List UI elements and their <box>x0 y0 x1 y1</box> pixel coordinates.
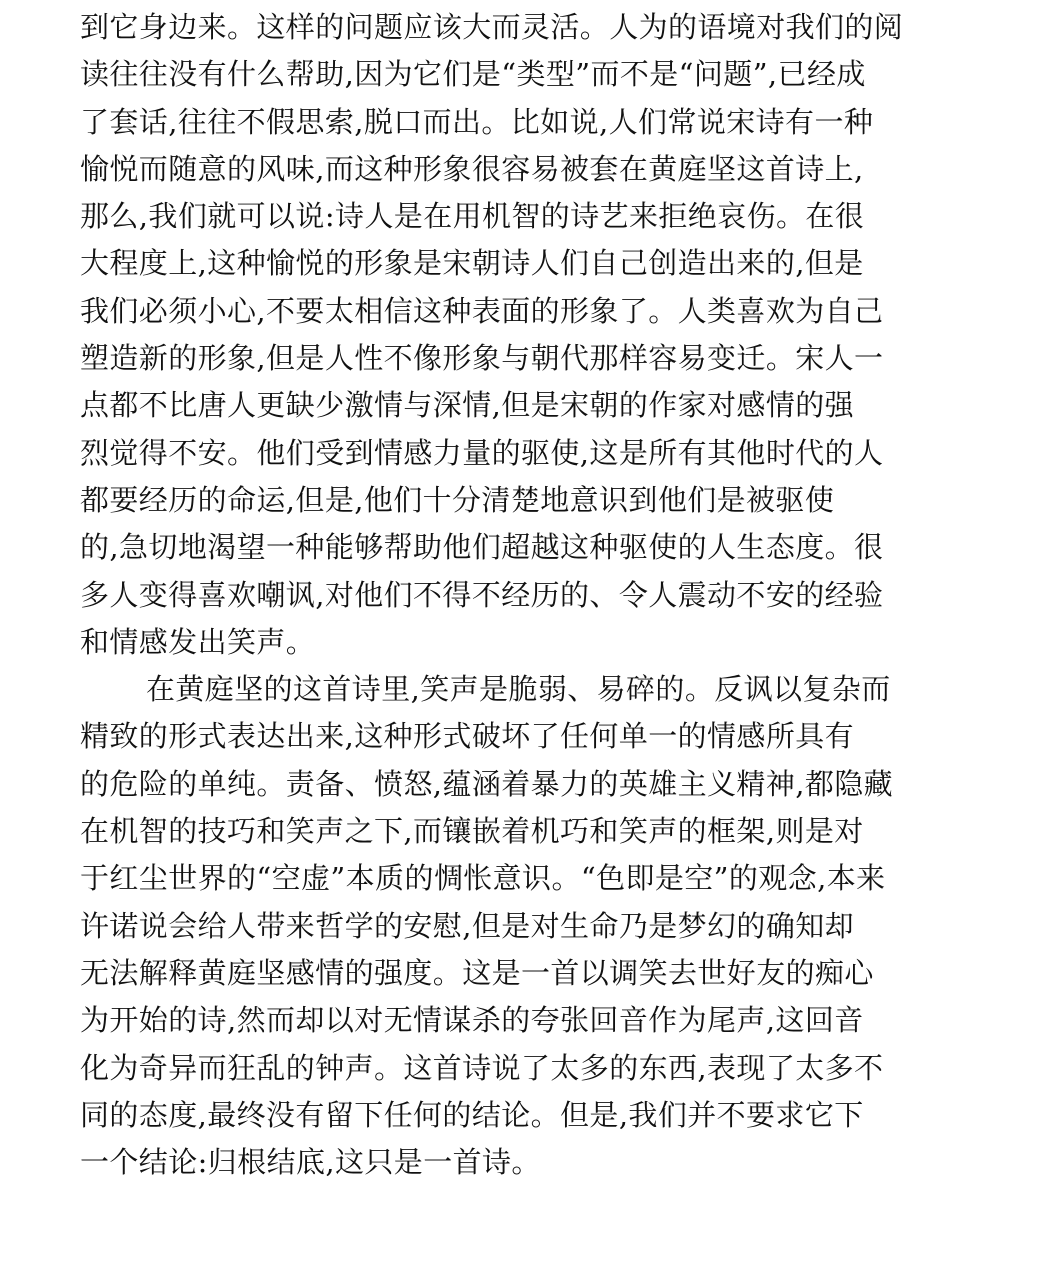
text-line: 和情感发出笑声。 <box>80 624 316 659</box>
text-line: 在机智的技巧和笑声之下,而镶嵌着机巧和笑声的框架,则是对 <box>80 814 864 849</box>
text-line: 大程度上,这种愉悦的形象是宋朝诗人们自己创造出来的,但是 <box>80 246 864 281</box>
paragraph-2 <box>80 666 978 1186</box>
text-line: 于红尘世界的“空虚”本质的惆怅意识。“色即是空”的观念,本来 <box>80 861 886 896</box>
text-line: 同的态度,最终没有留下任何的结论。但是,我们并不要求它下 <box>80 1097 864 1132</box>
text-line: 精致的形式表达出来,这种形式破坏了任何单一的情感所具有 <box>80 719 855 754</box>
text-line: 在黄庭坚的这首诗里,笑声是脆弱、易碎的。反讽以复杂而 <box>146 672 891 707</box>
text-line: 塑造新的形象,但是人性不像形象与朝代那样容易变迁。宋人一 <box>80 341 884 376</box>
text-line: 到它身边来。这样的问题应该大而灵活。人为的语境对我们的阅 <box>80 10 904 44</box>
text-line: 我们必须小心,不要太相信这种表面的形象了。人类喜欢为自己 <box>80 293 884 328</box>
paragraph-1 <box>80 4 978 666</box>
text-line: 了套话,往往不假思索,脱口而出。比如说,人们常说宋诗有一种 <box>80 104 874 139</box>
text-line: 化为奇异而狂乱的钟声。这首诗说了太多的东西,表现了太多不 <box>80 1050 884 1085</box>
text-line: 读往往没有什么帮助,因为它们是“类型”而不是“问题”,已经成 <box>80 57 866 92</box>
text-line: 许诺说会给人带来哲学的安慰,但是对生命乃是梦幻的确知却 <box>80 908 855 943</box>
text-line: 愉悦而随意的风味,而这种形象很容易被套在黄庭坚这首诗上, <box>80 151 864 186</box>
text-line: 一个结论:归根结底,这只是一首诗。 <box>80 1145 541 1180</box>
text-line: 为开始的诗,然而却以对无情谋杀的夸张回音作为尾声,这回音 <box>80 1003 864 1038</box>
text-line: 烈觉得不安。他们受到情感力量的驱使,这是所有其他时代的人 <box>80 435 884 470</box>
text-line: 那么,我们就可以说:诗人是在用机智的诗艺来拒绝哀伤。在很 <box>80 199 865 234</box>
document-page <box>80 4 978 1186</box>
text-line: 的,急切地渴望一种能够帮助他们超越这种驱使的人生态度。很 <box>80 530 884 565</box>
text-line: 多人变得喜欢嘲讽,对他们不得不经历的、令人震动不安的经验 <box>80 577 884 612</box>
text-line: 点都不比唐人更缺少激情与深情,但是宋朝的作家对感情的强 <box>80 388 855 423</box>
text-line: 都要经历的命运,但是,他们十分清楚地意识到他们是被驱使 <box>80 482 835 517</box>
text-line: 无法解释黄庭坚感情的强度。这是一首以调笑去世好友的痴心 <box>80 955 874 990</box>
text-line: 的危险的单纯。责备、愤怒,蕴涵着暴力的英雄主义精神,都隐藏 <box>80 766 894 801</box>
